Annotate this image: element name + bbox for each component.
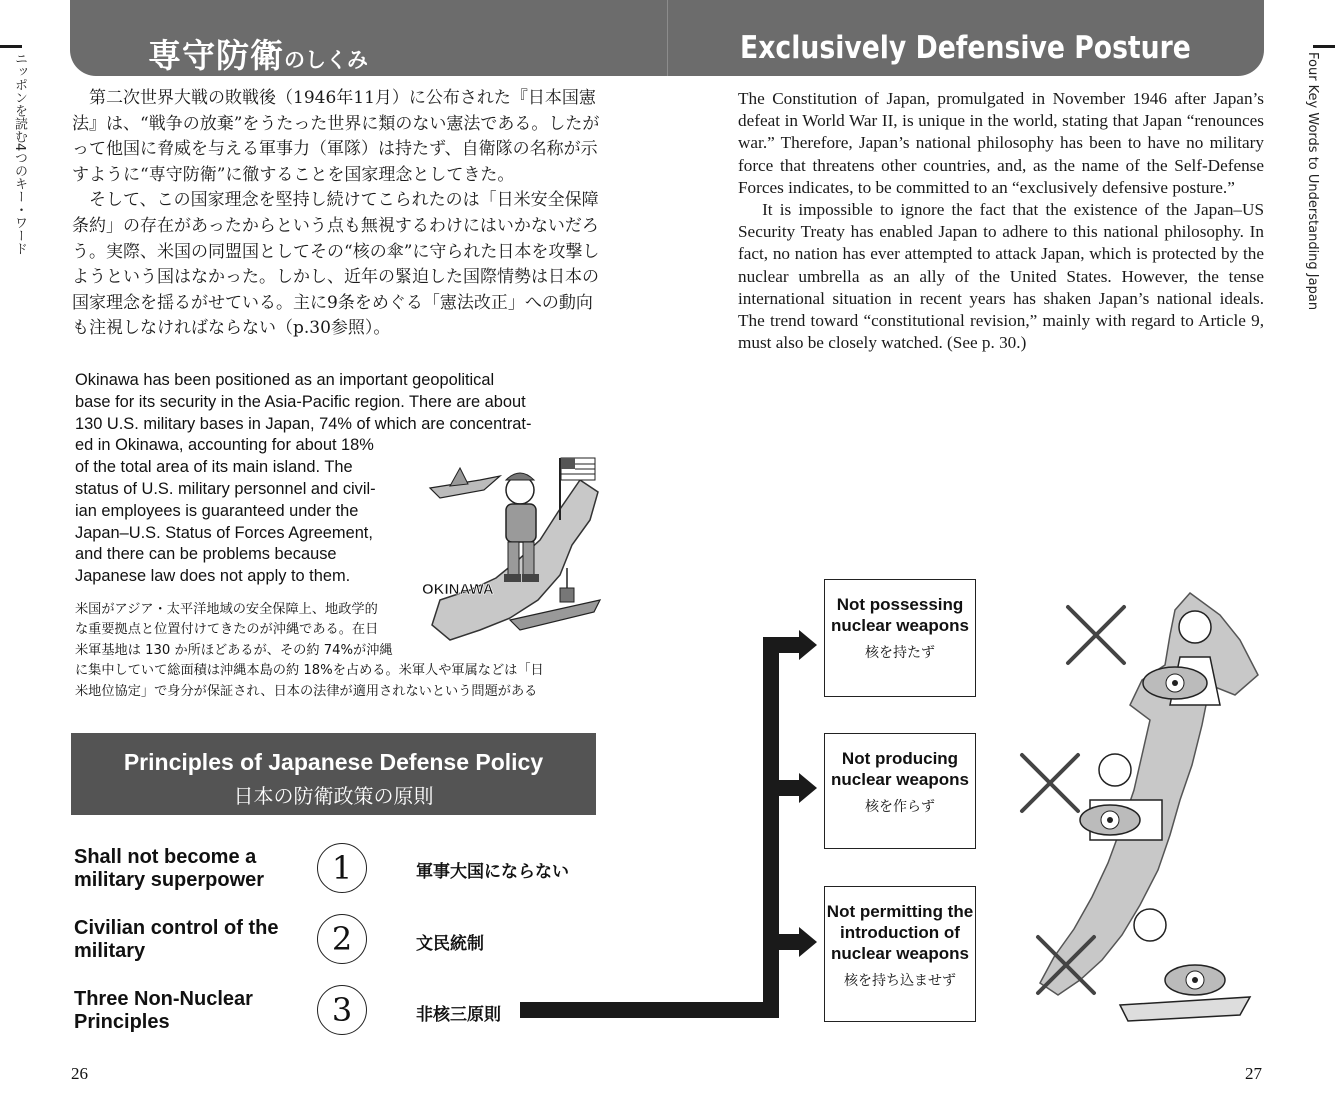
non-nuclear-1-jp: 核を持たず [865, 645, 935, 661]
connector-vertical [763, 637, 779, 1018]
japan-map-illustration [1010, 585, 1268, 1040]
principle-1-en: Shall not become a military superpower [74, 846, 265, 891]
right-tab-marker [1313, 45, 1335, 48]
connector-branch-3 [763, 934, 805, 950]
okinawa-en-line: Japanese law does not apply to them. [75, 567, 351, 586]
non-nuclear-1-en: Not possessing nuclear weapons [831, 595, 969, 635]
connector-branch-1 [763, 637, 805, 653]
body-jp-paragraph-1: 第二次世界大戦の敗戦後（1946年11月）に公布された『日本国憲法』は、“戦争の放棄”をうたった世界に類のない憲法である。したがって他国に脅威を与える軍事力（軍隊）は持たず、自衛隊の名称が示すように“専守防衛”に徹することを国家理念としてきた。 [72, 88, 600, 185]
character-1-figure [1143, 611, 1220, 705]
arrow-2-icon [799, 773, 817, 803]
x-mark-2-icon [1022, 755, 1078, 811]
non-nuclear-2-en: Not producing nuclear weapons [831, 749, 969, 789]
page-number-right: 27 [1245, 1064, 1262, 1083]
non-nuclear-3-jp: 核を持ち込ませず [844, 973, 956, 989]
non-nuclear-box-2 [824, 733, 976, 849]
page-title-en: Exclusively Defensive Posture [740, 30, 1191, 66]
non-nuclear-2-jp: 核を作らず [865, 799, 935, 815]
body-jp-paragraph-2: そして、この国家理念を堅持し続けてこられたのは「日米安全保障条約」の存在があったからという点も無視するわけにはいかないだろう。実際、米国の同盟国としてその“核の傘”に守られた日本を攻撃しようという国はなかった。しかし、近年の緊迫した国際情勢は日本の国家理念を揺るがせている。主に9条をめぐる「憲法改正」への動向も注視しなければならない（p.30参照）。 [72, 190, 600, 339]
okinawa-jp-line: 米国がアジア・太平洋地域の安全保障上、地政学的 [75, 602, 378, 617]
okinawa-en-line: status of U.S. military personnel and civil- [75, 479, 376, 498]
okinawa-en-line: ed in Okinawa, accounting for about 18% [75, 436, 374, 455]
arrow-3-icon [799, 927, 817, 957]
okinawa-map-label: OKINAWA [422, 581, 494, 598]
right-running-head: Four Key Words to Understanding Japan [1305, 52, 1320, 311]
principle-1-number: 1 [317, 843, 367, 893]
non-nuclear-box-1 [824, 579, 976, 697]
character-3-figure [1120, 909, 1250, 1021]
okinawa-en-line: and there can be problems because [75, 545, 337, 564]
principle-3-number: 3 [317, 985, 367, 1035]
principles-title-en: Principles of Japanese Defense Policy [123, 749, 544, 775]
body-en-paragraph-2: It is impossible to ignore the fact that the existence of the Japan–US Security Treaty has enabled Japan to adhere to this national philosophy. In fact, no nation has ever attempted to attack Japan, which is protected by the nuclear umbrella as an ally of the United States. However, the tense international situation in recent years has shaken Japan’s national ideals. The trend toward “constitutional revision,” mainly with regard to Article 9, must also be closely watched. (See p. 30.) [738, 200, 1264, 353]
okinawa-en-line: ian employees is guaranteed under the [75, 501, 359, 520]
left-tab-marker [0, 45, 22, 48]
principle-3-en: Three Non-Nuclear Principles [74, 988, 253, 1033]
principle-3-jp: 非核三原則 [416, 1005, 501, 1025]
body-en-paragraph-1: The Constitution of Japan, promulgated in November 1946 after Japan’s defeat in World War II, is unique in the world, stating that Japan “renounces war.” Therefore, Japan’s national philosophy has been to have no military force that threatens other countries, and, as the name of the Self-Defense Forces indicates, to be committed to an “exclusively defensive posture.” [738, 89, 1264, 197]
body-text-en [738, 88, 1264, 354]
okinawa-en-line: Japan–U.S. Status of Forces Agreement, [75, 523, 373, 542]
okinawa-en-line: 130 U.S. military bases in Japan, 74% of which are concentrat- [75, 414, 532, 433]
title-jp-suffix: のしくみ [284, 48, 368, 72]
okinawa-jp-line: な重要拠点と位置付けてきたのが沖縄である。在日 [75, 622, 379, 638]
principle-1-jp: 軍事大国にならない [416, 862, 569, 882]
okinawa-jp-line: に集中していて総面積は沖縄本島の約 18%を占める。米軍人や軍属などは「日 [75, 663, 544, 679]
principle-2-number: 2 [317, 914, 367, 964]
connector-horizontal [520, 1002, 778, 1018]
connector-diagram [515, 620, 825, 1030]
arrow-1-icon [799, 630, 817, 660]
principle-2-jp: 文民統制 [416, 934, 484, 954]
banner-divider [667, 0, 668, 76]
okinawa-en-line: of the total area of its main island. The [75, 458, 353, 477]
principle-2-en: Civilian control of the military [74, 917, 279, 962]
okinawa-text-en [75, 370, 605, 588]
non-nuclear-box-3 [824, 886, 976, 1022]
okinawa-jp-line: 米地位協定」で身分が保証され、日本の法律が適用されないという問題がある [75, 683, 538, 699]
okinawa-en-line: Okinawa has been positioned as an important geopolitical [75, 371, 495, 389]
non-nuclear-3-en: Not permitting the introduction of nuclear weapons [826, 902, 974, 963]
connector-branch-2 [763, 780, 805, 796]
principles-title-jp: 日本の防衛政策の原則 [233, 784, 434, 808]
page-number-left: 26 [71, 1064, 88, 1083]
okinawa-jp-line: 米軍基地は 130 か所ほどあるが、その約 74%が沖縄 [75, 642, 393, 658]
title-jp-main: 専守防衛 [148, 36, 284, 75]
okinawa-en-line: base for its security in the Asia-Pacific region. There are about [75, 392, 526, 411]
left-running-head: ニッポンを読む4つのキー・ワード [12, 52, 27, 256]
page-title-jp [148, 30, 368, 77]
x-mark-1-icon [1068, 607, 1124, 663]
body-text-jp [72, 86, 607, 342]
